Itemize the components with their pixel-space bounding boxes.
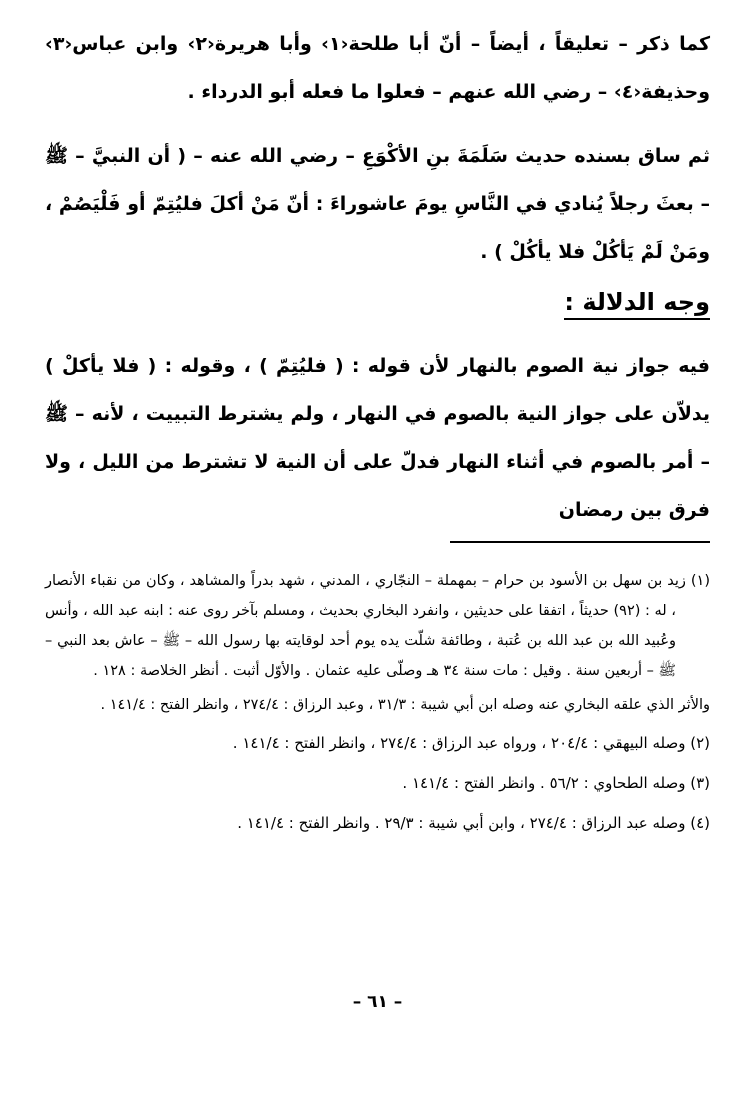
- paragraph-3: فيه جواز نية الصوم بالنهار لأن قوله : ( فليُتِمّ ) ، وقوله : ( فلا يأكلْ ) يدلاّن على جواز النية بالصوم في النهار ، ولم يشترط التبييت ، لأنه – ﷺ – أمر بالصوم في أثناء النهار فدلّ على أن النية لا تشترط من الليل ، ولا فرق بين رمضان: [45, 355, 710, 521]
- section-heading: [45, 282, 710, 322]
- footnote-3: (٣) وصله الطحاوي : ٥٦/٢ . وانظر الفتح : ١٤١/٤ .: [402, 774, 710, 792]
- main-text: [45, 20, 710, 534]
- footnote-1-continuation: والأثر الذي علقه البخاري عنه وصله ابن أبي شيبة : ٣١/٣ ، وعبد الرزاق : ٢٧٤/٤ ، وانظر الفتح : ١٤١/٤ .: [100, 697, 710, 713]
- section-heading-text: وجه الدلالة :: [564, 288, 710, 320]
- footnotes: [45, 566, 710, 840]
- paragraph-2: ثم ساق بسنده حديث سَلَمَةَ بنِ الأكْوَعِ – رضي الله عنه – ( أن النبيَّ – ﷺ – بعثَ رجلاً يُنادي في النَّاسِ يومَ عاشوراءَ : أنّ مَنْ أكلَ فليُتِمّ أو فَلْيَصُمْ ، ومَنْ لَمْ يَأكُلْ فلا يأكُلْ ) .: [45, 145, 710, 263]
- footnote-4: (٤) وصله عبد الرزاق : ٢٧٤/٤ ، وابن أبي شيبة : ٢٩/٣ . وانظر الفتح : ١٤١/٤ .: [237, 814, 710, 832]
- footnote-separator: [450, 541, 710, 543]
- footnote-1: (١) زيد بن سهل بن الأسود بن حرام – بمهملة – النجّاري ، المدني ، شهد بدراً والمشاهد ، وكان من نقباء الأنصار ، له : (٩٢) حديثاً ، اتفقا على حديثين ، وانفرد البخاري بحديث ، ومسلم بآخر روى عنه : ابنه عبد الله ، وأنس وعُبيد الله بن عبد الله بن عُتبة ، وطائفة شلّت يده يوم أحد لوقايته بها رسول الله – ﷺ – عاش بعد النبي – ﷺ – أربعين سنة . وقيل : مات سنة ٣٤ هـ وصلّى عليه عثمان . والأوّل أثبت . أنظر الخلاصة : ١٢٨ .: [44, 573, 710, 679]
- page-number: – ٦١ –: [352, 992, 403, 1012]
- footnote-2: (٢) وصله البيهقي : ٢٠٤/٤ ، ورواه عبد الرزاق : ٢٧٤/٤ ، وانظر الفتح : ١٤١/٤ .: [232, 734, 710, 752]
- paragraph-1: كما ذكر – تعليقاً ، أيضاً – أنّ أبا طلحة‹١› وأبا هريرة‹٢› وابن عباس‹٣› وحذيفة‹٤› – رضي الله عنهم – فعلوا ما فعله أبو الدرداء .: [45, 33, 710, 103]
